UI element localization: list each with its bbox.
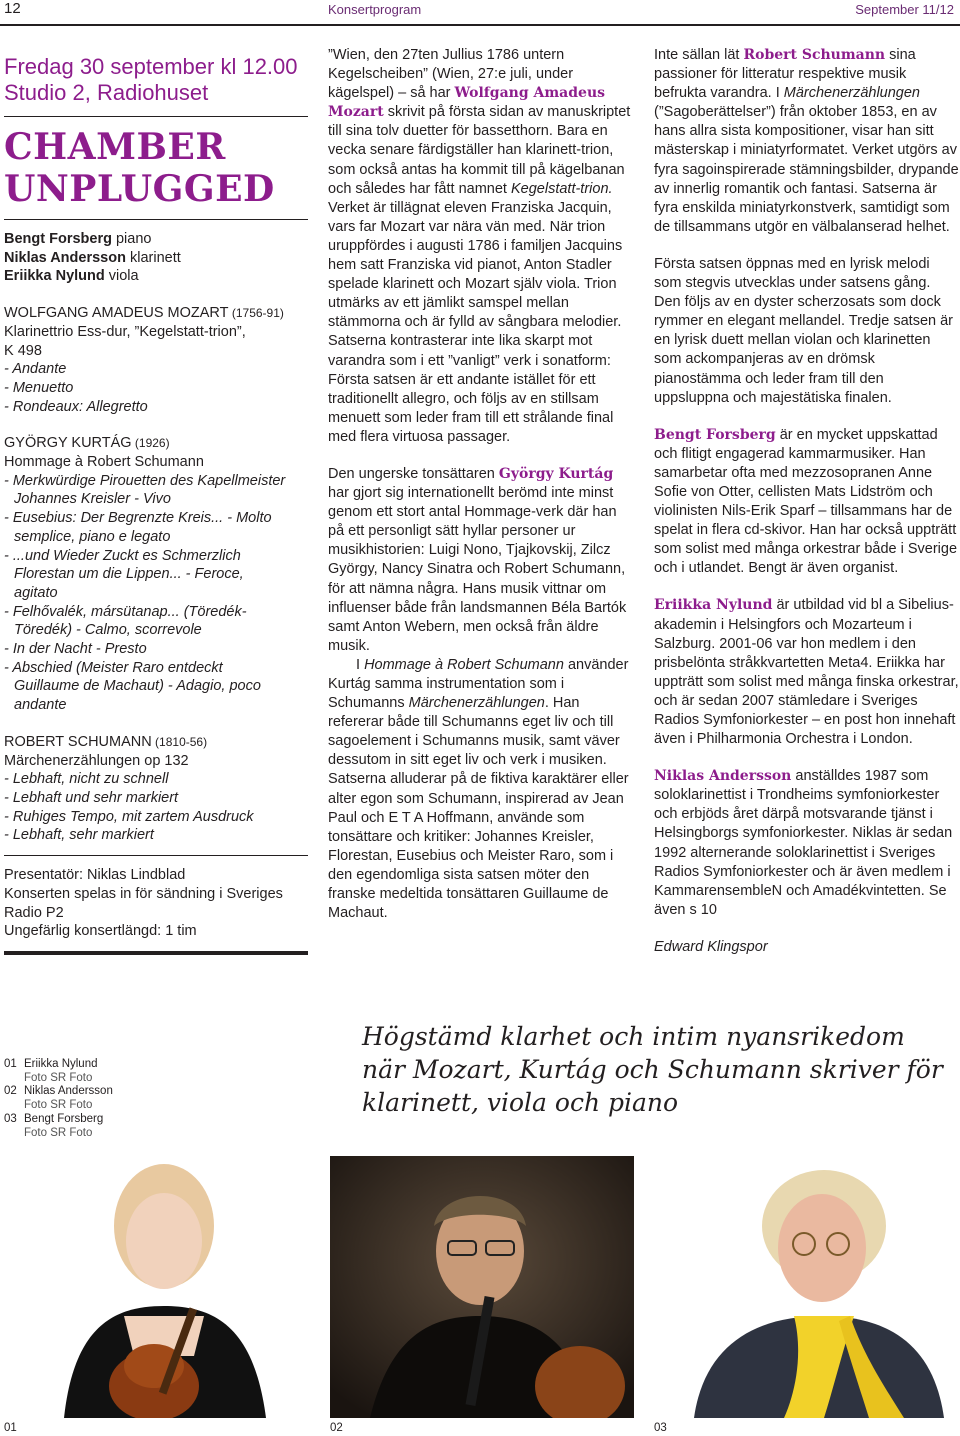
movement: Johannes Kreisler - Vivo	[14, 491, 171, 508]
header-rule	[0, 24, 960, 26]
article-column-2	[654, 46, 960, 975]
composer-heading: WOLFGANG AMADEUS MOZART (1756-91)	[4, 305, 284, 322]
divider	[4, 855, 308, 856]
movement: - ...und Wieder Zuckt es Schmerzlich	[4, 547, 241, 564]
broadcast-line: Konserten spelas in för sändning i Sveriges	[4, 885, 283, 902]
movement: - Felhővalék, mársütanap... (Töredék-	[4, 603, 247, 620]
page-number: 12	[4, 0, 21, 17]
concert-title-1: CHAMBER	[4, 126, 226, 168]
work-title: Klarinettrio Ess-dur, ”Kegelstatt-trion”,	[4, 323, 246, 340]
caption: 01 Eriikka Nylund	[4, 1058, 98, 1070]
paragraph: Inte sällan lät Robert Schumann sina passioner för litteratur respektive musik befrukta varandra. I Märchenerzählungen (”Sagoberättelser”) från oktober 1853, en av hans allra sista kompositioner, visar han sitt mästerskap i miniatyrformatet. Verket utgörs av fyra sagoinspirerade stämningsbilder, drypande av innerlig romantik och fantasi. Satserna är fyra enskilda miniatyrkonstverk, samtidigt som de tillsammans utgör en välbalanserad helhet.	[654, 47, 959, 235]
photo-niklas-andersson	[330, 1156, 634, 1418]
divider	[4, 116, 308, 117]
movement: - Rondeaux: Allegretto	[4, 398, 148, 415]
program-column	[4, 54, 308, 965]
paragraph: I Hommage à Robert Schumann använder Kurtág samma instrumentation som i Schumanns Märchenerzählungen. Han refererar både till Schumanns eget liv och till sagoelement i Schumanns musik, samt väver dessutom in sitt eget liv och verk i musiken. Satserna alluderar på de fiktiva karaktärer eller alter egon som Schumann, inspirerad av Jean Paul och E T A Hoffmann, använde som tonsättare och kritiker: Johannes Kreisler, Florestan, Eusebius och Meister Raro, som i den egendomliga sista satsen möter den franske medeltida tonsättaren Guillaume de Machaut.	[328, 656, 629, 922]
work-title: Hommage à Robert Schumann	[4, 454, 204, 471]
issue-label: September 11/12	[855, 2, 954, 17]
highlight-name: Wolfgang Amadeus Mozart	[328, 85, 606, 121]
duration-line: Ungefärlig konsertlängd: 1 tim	[4, 923, 197, 940]
paragraph: Eriikka Nylund är utbildad vid bl a Sibelius-akademin i Helsingfors och Mozarteum i Salzburg. 2001-06 var hon medlem i den prisbelönta stråkkvartetten Meta4. Eriikka har uppträtt som solist med många finska orkestrar, och är sedan 2007 stämledare i Sveriges Radios Symfoniorkester – en post hon innehaft även i Philharmonia Orchestra i London.	[654, 597, 959, 748]
highlight-name: Eriikka Nylund	[654, 597, 773, 614]
paragraph: Den ungerske tonsättaren György Kurtág har gjort sig internationellt berömd inte minst genom ett stort antal Hommage-verk där han på ett personligt sätt hyllar personer ur musikhistorien: Luigi Nono, Tjajkovskij, Zilcz György, Nancy Sinatra och Robert Schumann, för att nämna några. Hans musik vittnar om influenser både från landsmannen Béla Bartók samt Anton Webern, men också från äldre musik.	[328, 465, 627, 654]
work-title: Märchenerzählungen op 132	[4, 752, 189, 769]
movement: - In der Nacht - Presto	[4, 641, 147, 658]
section-label: Konsertprogram	[328, 2, 422, 17]
highlight-name: Bengt Forsberg	[654, 426, 776, 443]
movement: - Andante	[4, 361, 67, 378]
photo-number: 01	[4, 1422, 17, 1434]
highlight-name: Robert Schumann	[743, 47, 886, 63]
highlight-name: György Kurtág	[498, 465, 614, 482]
performer: Niklas Andersson klarinett	[4, 249, 181, 266]
concert-title-2: UNPLUGGED	[4, 168, 275, 210]
movement: - Merkwürdige Pirouetten des Kapellmeister	[4, 472, 286, 489]
movement: - Menuetto	[4, 379, 74, 396]
movement: andante	[14, 697, 67, 714]
paragraph: Bengt Forsberg är en mycket uppskattad och flitigt engagerad kammarmusiker. Han samarbetar ofta med mezzosopranen Anne Sofie von Otter, cellisten Mats Lidström och violinisten Nils-Erik Sparf – tillsammans har de spelat in flera cd-skivor. Han har också uppträtt som solist med många orkestrar både i Sverige och i utlandet. Bengt är även organist.	[654, 426, 958, 577]
article-column-1	[328, 46, 634, 941]
performer: Eriikka Nylund viola	[4, 268, 139, 285]
movement: - Lebhaft und sehr markiert	[4, 789, 179, 806]
presenter-line: Presentatör: Niklas Lindblad	[4, 867, 186, 884]
movement: agitato	[14, 584, 58, 601]
photo-eriikka-nylund	[4, 1156, 310, 1418]
broadcast-line: Radio P2	[4, 904, 64, 921]
pull-quote: Högstämd klarhet och intim nyansrikedom när Mozart, Kurtág och Schumann skriver för klarinett, viola och piano	[362, 1022, 943, 1117]
paragraph: Första satsen öppnas med en lyrisk melodi som stegvis utvecklas under satsens gång. Den följs av en dyster scherzosats som dock rymmer en elegant mellandel. Tredje satsen är en lyrisk duett mellan violan och klarinetten som ackompanjeras av en drömsk pianostämma och leder fram till den uppsluppna och majestätiska finalen.	[654, 255, 954, 406]
author-signature: Edward Klingspor	[654, 938, 768, 955]
work-title: K 498	[4, 342, 42, 359]
movement: - Abschied (Meister Raro entdeckt	[4, 659, 223, 676]
divider-thick	[4, 951, 308, 955]
highlight-name: Niklas Andersson	[654, 768, 792, 785]
performer: Bengt Forsberg piano	[4, 231, 152, 247]
caption-credit: Foto SR Foto	[24, 1071, 93, 1084]
movement: - Lebhaft, nicht zu schnell	[4, 771, 169, 788]
movement: Töredék) - Calmo, scorrevole	[14, 622, 202, 639]
movement: - Ruhiges Tempo, mit zartem Ausdruck	[4, 808, 254, 825]
photo-number: 03	[654, 1422, 667, 1434]
movement: Guillaume de Machaut) - Adagio, poco	[14, 678, 261, 695]
concert-venue: Studio 2, Radiohuset	[4, 80, 209, 105]
caption-credit: Foto SR Foto	[24, 1099, 93, 1112]
movement: - Lebhaft, sehr markiert	[4, 827, 154, 844]
caption: 02 Niklas Andersson	[4, 1085, 113, 1098]
movement: Florestan um die Lippen... - Feroce,	[14, 566, 244, 583]
concert-date: Fredag 30 september kl 12.00	[4, 54, 298, 79]
paragraph: ”Wien, den 27ten Jullius 1786 untern Kegelscheiben” (Wien, 27:e juli, under kägelspel) – så har Wolfgang Amadeus Mozart skrivit på första sidan av manuskriptet till sina tolv duetter för bassetthorn. Bara en vecka senare färdigställer han klarinett-trion, som också antas ha kommit till på kägelbanan och således har fått namnet Kegelstatt-trion. Verket är tillägnat eleven Franziska Jacquin, vars far Mozart var nära vän med. När trion uruppfördes i augusti 1786 i familjen Jacquins hem satt Franziska vid pianot, Anton Stadler spelade klarinett och Mozart själv viola. Trion utmärks av ett jämlikt samspel mellan stämmorna och är fylld av sångbara melodier. Satserna kontrasterar inte lika skarpt mot varandra som i ett ”vanligt” verk i sonatform: Första satsen är ett andante istället för ett traditionellt allegro, och följs av en stillsam menuett som leder fram till ett strålande final med flera virtuosa passager.	[328, 47, 631, 445]
photo-number: 02	[330, 1422, 343, 1434]
paragraph: Niklas Andersson anställdes 1987 som soloklarinettist i Trondheims symfoniorkester och erbjöds året därpå motsvarande tjänst i Helsingborgs symfoniorkester. Niklas är sedan 1992 alternerande soloklarinettist i Sveriges Radios Symfoniorkester och är även medlem i KammarensembleN och Amadékvintetten. Se även s 10	[654, 768, 953, 918]
photo-bengt-forsberg	[654, 1156, 960, 1418]
caption: 03 Bengt Forsberg	[4, 1112, 104, 1125]
movement: semplice, piano e legato	[14, 528, 171, 545]
photo-captions	[4, 1058, 113, 1140]
caption-credit: Foto SR Foto	[24, 1126, 93, 1139]
movement-list	[4, 472, 308, 715]
composer-heading: GYÖRGY KURTÁG (1926)	[4, 435, 170, 452]
composer-heading: ROBERT SCHUMANN (1810-56)	[4, 733, 208, 750]
movement: - Eusebius: Der Begrenzte Kreis... - Molto	[4, 510, 272, 527]
divider	[4, 219, 308, 220]
